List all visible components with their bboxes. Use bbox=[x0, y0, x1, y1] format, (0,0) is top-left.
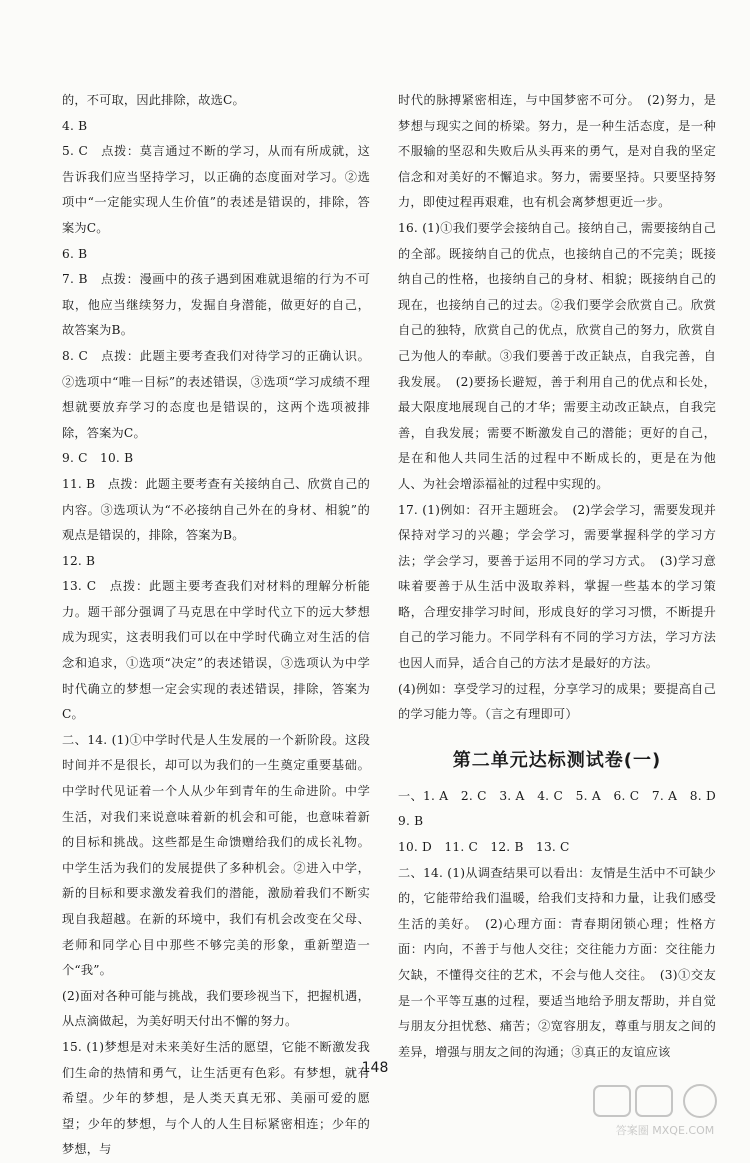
answer-14: 二、14. (1)①中学时代是人生发展的一个新阶段。这段时间并不是很长，却可以为我们的一生奠定重要基础。中学时代见证着一个人从少年到青年的生命进阶。中学生活，对我们来说意味着新的机会和可能，也意味着新的目标和挑战。这些都是生命馈赠给我们的成长礼物。中学生活为我们的发展提供了多种机会。②进入中学，新的目标和要求激发着我们的潜能，激励着我们不断实现自我超越。在新的环境中，我们有机会改变在父母、老师和同学心目中那些不够完美的形象，重新塑造一个“我”。 bbox=[62, 732, 370, 978]
answer-13: 13. C 点拨：此题主要考查我们对材料的理解分析能力。题干部分强调了马克思在中学时代立下的远大梦想成为现实，这表明我们可以在中学时代确立对生活的信念和追求，①选项“决定”的表述错误，③选项认为中学时代确立的梦想一定会实现的表述错误，排除，答案为C。 bbox=[62, 579, 370, 722]
left-column bbox=[62, 88, 370, 1163]
answer-17-4: (4)例如：享受学习的过程，分享学习的成果；要提高自己的学习能力等。（言之有理即可） bbox=[398, 681, 716, 722]
answer-8: 8. C 点拨：此题主要考查我们对待学习的正确认识。②选项中“唯一目标”的表述错误，③选项“学习成绩不理想就要放弃学习的态度也是错误的，这两个选项被排除，答案为C。 bbox=[62, 348, 370, 440]
answers-choice-1: 一、1. A 2. C 3. A 4. C 5. A 6. C 7. A 8. D 9. B bbox=[398, 788, 729, 829]
answer-12: 12. B bbox=[62, 553, 96, 568]
answer-11: 11. B 点拨：此题主要考查有关接纳自己、欣赏自己的内容。③选项认为“不必接纳自己外在的身材、相貌”的观点是错误的，排除，答案为B。 bbox=[62, 476, 370, 543]
answer-14-2: (2)面对各种可能与挑战，我们要珍视当下，把握机遇，从点滴做起，为美好明天付出不懈的努力。 bbox=[62, 988, 370, 1029]
section-heading: 第二单元达标测试卷(一) bbox=[452, 749, 662, 771]
answer-9-10: 9. C 10. B bbox=[62, 451, 134, 466]
answer-4: 4. B bbox=[62, 118, 88, 133]
answer-15-cont: 时代的脉搏紧密相连，与中国梦密不可分。 (2)努力，是梦想与现实之间的桥梁。努力，是一种生活态度，是一种不服输的坚忍和失败后从头再来的勇气，是对自我的坚定信念和对美好的不懈追求。努力，需要坚持。只要坚持努力，即使过程再艰难，也有机会离梦想更近一步。 bbox=[398, 93, 716, 210]
answers-choice-2: 10. D 11. C 12. B 13. C bbox=[398, 840, 570, 855]
watermark-logo bbox=[590, 1080, 740, 1140]
answer-14-unit2: 二、14. (1)从调查结果可以看出：友情是生活中不可缺少的，它能带给我们温暖，给我们支持和力量，让我们感受生活的美好。 (2)心理方面：青春期闭锁心理；性格方面：内向，不善于与他人交往；交往能力方面：交往能力欠缺，不懂得交往的艺术，不会与他人交往。 (3)①交友是一个平等互惠的过程，要适当地给予朋友帮助，并自觉与朋友分担忧愁、痛苦；②宽容朋友，尊重与朋友之间的差异，增强与朋友之间的沟通；③真正的友谊应该 bbox=[398, 865, 716, 1059]
answer-5: 5. C 点拨：莫言通过不断的学习，从而有所成就，这告诉我们应当坚持学习，以正确的态度面对学习。②选项中“一定能实现人生价值”的表述是错误的，排除，答案为C。 bbox=[62, 144, 370, 235]
answer-17: 17. (1)例如：召开主题班会。 (2)学会学习，需要发现并保持对学习的兴趣；学会学习，需要掌握科学的学习方法；学会学习，要善于运用不同的学习方式。 (3)学习意味着要善于从生活中汲取养料，掌握一些基本的学习策略，合理安排学习时间，形成良好的学习习惯，不断提升自己的学习能力。不同学科有不同的学习方法，学习方法也因人而异，适合自己的方法才是最好的方法。 bbox=[398, 502, 716, 671]
answer-6: 6. B bbox=[62, 246, 88, 261]
right-column bbox=[398, 88, 729, 1065]
paragraph: 的，不可取，因此排除，故选C。 bbox=[62, 93, 245, 107]
watermark-text: 答案圈 MXQE.COM bbox=[615, 1124, 715, 1137]
answer-15: 15. (1)梦想是对未来美好生活的愿望，它能不断激发我们生命的热情和勇气，让生活更有色彩。有梦想，就有希望。少年的梦想，是人类天真无邪、美丽可爱的愿望；少年的梦想，与个人的人生目标紧密相连；少年的梦想，与 bbox=[62, 1039, 370, 1157]
answer-16: 16. (1)①我们要学会接纳自己。接纳自己，需要接纳自己的全部。既接纳自己的优点，也接纳自己的不完美；既接纳自己的性格，也接纳自己的身材、相貌；既接纳自己的现在，也接纳自己的过去。②我们要学会欣赏自己。欣赏自己的独特，欣赏自己的优点，欣赏自己的努力，欣赏自己为他人的奉献。③我们要善于改正缺点，自我完善，自我发展。 (2)要扬长避短，善于利用自己的优点和长处，最大限度地展现自己的才华；需要主动改正缺点，自我完善，自我发展；需要不断激发自己的潜能；更好的自己，是在和他人共同生活的过程中不断成长的，更是在为他人、为社会增添福祉的过程中实现的。 bbox=[398, 220, 716, 491]
answer-7: 7. B 点拨：漫画中的孩子遇到困难就退缩的行为不可取，他应当继续努力，发掘自身潜能，做更好的自己，故答案为B。 bbox=[62, 272, 370, 338]
page-number: 148 bbox=[361, 1060, 389, 1076]
